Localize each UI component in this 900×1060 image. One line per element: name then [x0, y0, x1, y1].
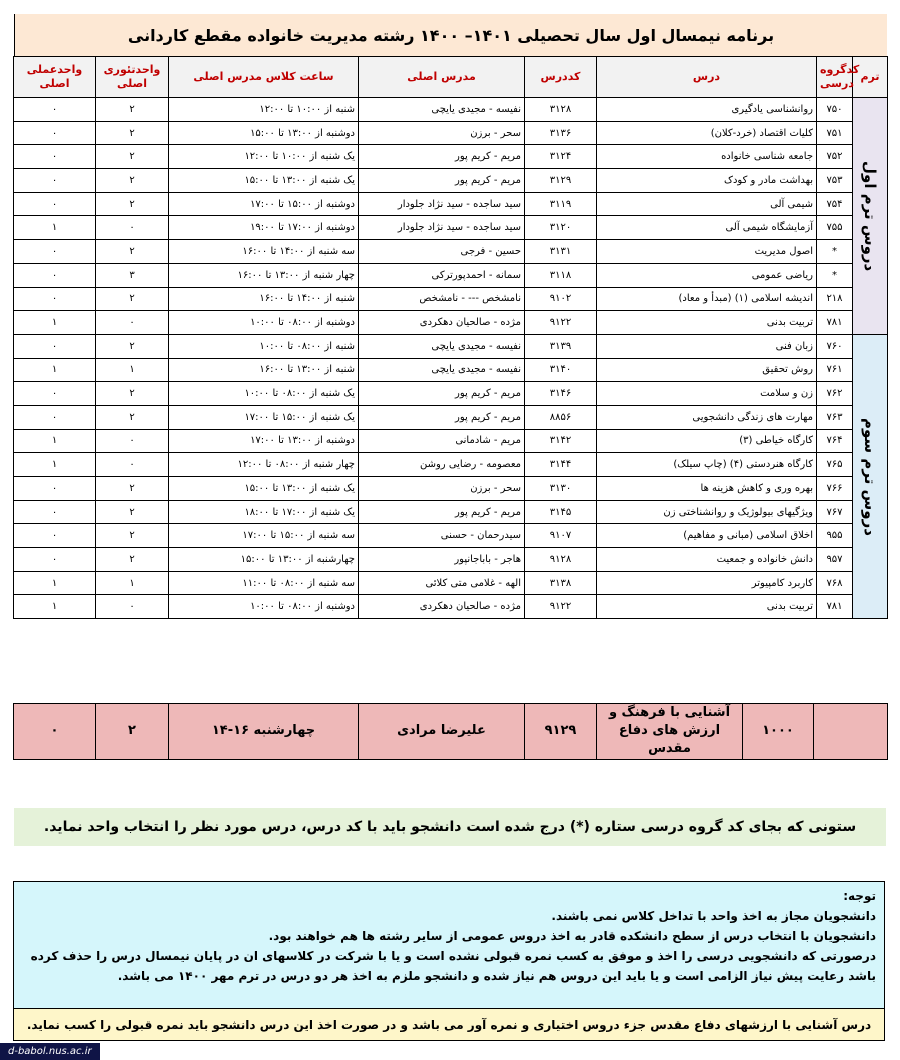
- table-header-row: [14, 57, 888, 98]
- star-notice: ستونی که بجای کد گروه درسی ستاره (*) درج شده است دانشجو باید با کد درس، درس مورد نظر را انتخاب واحد نماید.: [14, 808, 886, 846]
- watermark: d-babol.nus.ac.ir: [0, 1043, 100, 1060]
- note-line: دانشجویان مجاز به اخذ واحد با تداخل کلاس نمی باشند.: [551, 909, 876, 923]
- term-first-label: دروس ترم اول: [861, 160, 879, 272]
- practical-cell: ۱: [14, 429, 96, 453]
- time-cell: یک شنبه از ۱۵:۰۰ تا ۱۷:۰۰: [169, 405, 359, 429]
- course-cell: کلیات اقتصاد (خرد-کلان): [597, 121, 817, 145]
- code-cell: ۳۱۳۸: [525, 571, 597, 595]
- teacher-cell: نفیسه - مجیدی یایچی: [359, 334, 525, 358]
- group-cell: ۲۱۸: [817, 287, 853, 311]
- theory-cell: ۳: [96, 263, 169, 287]
- group-cell: ۷۶۵: [817, 453, 853, 477]
- note-last: درس آشنایی با ارزشهای دفاع مقدس جزء دروس اختیاری و نمره آور می باشد و در صورت اخذ این درس دانشجو باید نمره قبولی را کسب نماید.: [13, 1009, 885, 1041]
- group-cell: ۷۶۸: [817, 571, 853, 595]
- term-first-cell: [853, 98, 888, 335]
- practical-cell: ۱: [14, 571, 96, 595]
- time-cell: سه شنبه از ۱۵:۰۰ تا ۱۷:۰۰: [169, 524, 359, 548]
- theory-cell: ۲: [96, 192, 169, 216]
- teacher-cell: مریم - شادمانی: [359, 429, 525, 453]
- header-theory: واحدتئوری اصلی: [96, 57, 169, 98]
- code-cell: ۳۱۴۴: [525, 453, 597, 477]
- table-row: [14, 500, 888, 524]
- code-cell: ۳۱۲۸: [525, 98, 597, 122]
- teacher-cell: نفیسه - مجیدی یایچی: [359, 358, 525, 382]
- practical-cell: ۱: [14, 311, 96, 335]
- code-cell: ۳۱۲۹: [525, 169, 597, 193]
- teacher-cell: هاجر - باباجانپور: [359, 548, 525, 572]
- page-title: برنامه نیمسال اول سال تحصیلی ۱۴۰۱– ۱۴۰۰ رشته مدیریت خانواده مقطع کاردانی: [14, 14, 887, 56]
- course-cell: بهره وری و کاهش هزینه ها: [597, 477, 817, 501]
- teacher-cell: حسین - فرجی: [359, 240, 525, 264]
- practical-cell: ۰: [14, 477, 96, 501]
- group-cell: ۷۸۱: [817, 595, 853, 619]
- code-cell: ۹۱۲۲: [525, 311, 597, 335]
- time-cell: دوشنبه از ۱۷:۰۰ تا ۱۹:۰۰: [169, 216, 359, 240]
- time-cell: سه شنبه از ۱۴:۰۰ تا ۱۶:۰۰: [169, 240, 359, 264]
- table-row: [14, 169, 888, 193]
- teacher-cell: نامشخص --- - نامشخص: [359, 287, 525, 311]
- practical-cell: ۰: [14, 98, 96, 122]
- group-cell: ۹۵۷: [817, 548, 853, 572]
- theory-cell: ۲: [96, 240, 169, 264]
- group-cell: ۷۵۴: [817, 192, 853, 216]
- theory-cell: ۲: [96, 500, 169, 524]
- course-cell: بهداشت مادر و کودک: [597, 169, 817, 193]
- practical-cell: ۰: [14, 121, 96, 145]
- group-cell: ۷۶۴: [817, 429, 853, 453]
- course-cell: تربیت بدنی: [597, 595, 817, 619]
- time-cell: دوشنبه از ۱۵:۰۰ تا ۱۷:۰۰: [169, 192, 359, 216]
- header-teacher: مدرس اصلی: [359, 57, 525, 98]
- course-cell: زبان فنی: [597, 334, 817, 358]
- course-cell: زن و سلامت: [597, 382, 817, 406]
- teacher-cell: سیدرحمان - حسنی: [359, 524, 525, 548]
- code-cell: ۳۱۳۹: [525, 334, 597, 358]
- theory-cell: ۱: [96, 358, 169, 382]
- time-cell: یک شنبه از ۱۳:۰۰ تا ۱۵:۰۰: [169, 169, 359, 193]
- theory-cell: ۲: [96, 334, 169, 358]
- teacher-cell: نفیسه - مجیدی یایچی: [359, 98, 525, 122]
- theory-cell: ۱: [96, 571, 169, 595]
- course-cell: تربیت بدنی: [597, 311, 817, 335]
- code-cell: ۹۱۲۲: [525, 595, 597, 619]
- code-cell: ۳۱۳۰: [525, 477, 597, 501]
- elective-time: چهارشنبه ۱۶-۱۴: [169, 704, 359, 760]
- course-cell: شیمی آلی: [597, 192, 817, 216]
- theory-cell: ۲: [96, 145, 169, 169]
- header-group: کدگروه درسی: [817, 57, 853, 98]
- practical-cell: ۰: [14, 192, 96, 216]
- theory-cell: ۰: [96, 311, 169, 335]
- course-cell: اخلاق اسلامی (مبانی و مفاهیم): [597, 524, 817, 548]
- table-row: [14, 595, 888, 619]
- practical-cell: ۱: [14, 595, 96, 619]
- code-cell: ۳۱۱۹: [525, 192, 597, 216]
- course-cell: ریاضی عمومی: [597, 263, 817, 287]
- theory-cell: ۲: [96, 524, 169, 548]
- code-cell: ۹۱۰۷: [525, 524, 597, 548]
- theory-cell: ۲: [96, 548, 169, 572]
- time-cell: یک شنبه از ۱۳:۰۰ تا ۱۵:۰۰: [169, 477, 359, 501]
- practical-cell: ۰: [14, 334, 96, 358]
- table-row: [14, 121, 888, 145]
- course-cell: روانشناسی یادگیری: [597, 98, 817, 122]
- practical-cell: ۰: [14, 287, 96, 311]
- course-table: [13, 56, 888, 619]
- table-row: [14, 287, 888, 311]
- time-cell: شنبه از ۱۴:۰۰ تا ۱۶:۰۰: [169, 287, 359, 311]
- group-cell: *: [817, 263, 853, 287]
- theory-cell: ۰: [96, 429, 169, 453]
- teacher-cell: مریم - کریم پور: [359, 382, 525, 406]
- course-cell: دانش خانواده و جمعیت: [597, 548, 817, 572]
- table-row: [14, 382, 888, 406]
- teacher-cell: معصومه - رضایی روشن: [359, 453, 525, 477]
- time-cell: یک شنبه از ۰۸:۰۰ تا ۱۰:۰۰: [169, 382, 359, 406]
- practical-cell: ۱: [14, 453, 96, 477]
- table-row: [14, 429, 888, 453]
- time-cell: دوشنبه از ۰۸:۰۰ تا ۱۰:۰۰: [169, 595, 359, 619]
- group-cell: ۷۶۶: [817, 477, 853, 501]
- code-cell: ۳۱۴۶: [525, 382, 597, 406]
- teacher-cell: سید ساجده - سید نژاد جلودار: [359, 216, 525, 240]
- practical-cell: ۰: [14, 500, 96, 524]
- practical-cell: ۰: [14, 382, 96, 406]
- elective-practical: ۰: [14, 704, 96, 760]
- table-row: [14, 405, 888, 429]
- group-cell: ۷۸۱: [817, 311, 853, 335]
- code-cell: ۳۱۳۱: [525, 240, 597, 264]
- header-time: ساعت کلاس مدرس اصلی: [169, 57, 359, 98]
- time-cell: شنبه از ۰۸:۰۰ تا ۱۰:۰۰: [169, 334, 359, 358]
- group-cell: ۷۶۰: [817, 334, 853, 358]
- course-cell: آزمایشگاه شیمی آلی: [597, 216, 817, 240]
- group-cell: ۷۶۷: [817, 500, 853, 524]
- group-cell: ۷۶۲: [817, 382, 853, 406]
- practical-cell: ۰: [14, 524, 96, 548]
- notes-box: [13, 881, 885, 1009]
- theory-cell: ۲: [96, 169, 169, 193]
- time-cell: شنبه از ۱۳:۰۰ تا ۱۶:۰۰: [169, 358, 359, 382]
- table-row: [14, 311, 888, 335]
- table-row: [14, 524, 888, 548]
- teacher-cell: مریم - کریم پور: [359, 500, 525, 524]
- time-cell: دوشنبه از ۱۳:۰۰ تا ۱۵:۰۰: [169, 121, 359, 145]
- time-cell: چهار شنبه از ۱۳:۰۰ تا ۱۶:۰۰: [169, 263, 359, 287]
- time-cell: دوشنبه از ۰۸:۰۰ تا ۱۰:۰۰: [169, 311, 359, 335]
- elective-row: [14, 704, 888, 760]
- elective-course: آشنایی با فرهنگ و ارزش های دفاع مقدس: [597, 704, 743, 760]
- practical-cell: ۰: [14, 169, 96, 193]
- theory-cell: ۲: [96, 287, 169, 311]
- teacher-cell: مریم - کریم پور: [359, 169, 525, 193]
- theory-cell: ۰: [96, 453, 169, 477]
- code-cell: ۳۱۴۲: [525, 429, 597, 453]
- group-cell: ۹۵۵: [817, 524, 853, 548]
- note-line: درصورتی که دانشجویی درسی را اخذ و موفق به کسب نمره قبولی نشده است و یا با شرکت در کلاسهای ان در پایان نیمسال درس را حذف کرده: [30, 949, 876, 963]
- practical-cell: ۱: [14, 358, 96, 382]
- theory-cell: ۲: [96, 98, 169, 122]
- code-cell: ۳۱۳۶: [525, 121, 597, 145]
- code-cell: ۹۱۲۸: [525, 548, 597, 572]
- group-cell: ۷۵۲: [817, 145, 853, 169]
- note-line: باشد رعایت پیش نیاز الزامی است و یا باید این دروس هم نیاز شده و دانشجو ملزم به اخذ هر دو درس در ترم مهر ۱۴۰۰ می باشد.: [117, 969, 876, 983]
- time-cell: یک شنبه از ۱۷:۰۰ تا ۱۸:۰۰: [169, 500, 359, 524]
- group-cell: *: [817, 240, 853, 264]
- theory-cell: ۰: [96, 216, 169, 240]
- code-cell: ۳۱۱۸: [525, 263, 597, 287]
- group-cell: ۷۵۵: [817, 216, 853, 240]
- teacher-cell: مژده - صالحیان دهکردی: [359, 311, 525, 335]
- table-row: [14, 240, 888, 264]
- header-course: درس: [597, 57, 817, 98]
- code-cell: ۳۱۲۴: [525, 145, 597, 169]
- header-code: کددرس: [525, 57, 597, 98]
- table-row: [14, 358, 888, 382]
- teacher-cell: سحر - برزن: [359, 121, 525, 145]
- table-row: [14, 216, 888, 240]
- code-cell: ۳۱۲۰: [525, 216, 597, 240]
- elective-theory: ۲: [96, 704, 169, 760]
- table-row: [14, 263, 888, 287]
- term-third-label: دروس ترم سوم: [861, 417, 879, 536]
- teacher-cell: سید ساجده - سید نژاد جلودار: [359, 192, 525, 216]
- course-cell: کارگاه هنردستی (۴) (چاپ سیلک): [597, 453, 817, 477]
- time-cell: یک شنبه از ۱۰:۰۰ تا ۱۲:۰۰: [169, 145, 359, 169]
- group-cell: ۷۵۰: [817, 98, 853, 122]
- code-cell: ۳۱۴۵: [525, 500, 597, 524]
- teacher-cell: سمانه - احمدپورترکی: [359, 263, 525, 287]
- notes-heading: توجه:: [843, 889, 876, 903]
- table-row: [14, 477, 888, 501]
- theory-cell: ۲: [96, 121, 169, 145]
- table-row: [14, 453, 888, 477]
- practical-cell: ۰: [14, 548, 96, 572]
- practical-cell: ۰: [14, 263, 96, 287]
- note-line: دانشجویان با انتخاب درس از سطح دانشکده قادر به اخذ دروس عمومی از سایر رشته ها هم خواهند بود.: [268, 929, 876, 943]
- elective-course-table: [13, 703, 888, 760]
- theory-cell: ۲: [96, 382, 169, 406]
- group-cell: ۷۶۳: [817, 405, 853, 429]
- elective-teacher: علیرضا مرادی: [359, 704, 525, 760]
- code-cell: ۸۸۵۶: [525, 405, 597, 429]
- time-cell: چهارشنبه از ۱۳:۰۰ تا ۱۵:۰۰: [169, 548, 359, 572]
- table-row: [14, 98, 888, 122]
- course-cell: روش تحقیق: [597, 358, 817, 382]
- code-cell: ۳۱۴۰: [525, 358, 597, 382]
- course-cell: جامعه شناسی خانواده: [597, 145, 817, 169]
- group-cell: ۷۵۱: [817, 121, 853, 145]
- practical-cell: ۰: [14, 145, 96, 169]
- time-cell: سه شنبه از ۰۸:۰۰ تا ۱۱:۰۰: [169, 571, 359, 595]
- course-cell: کارگاه خیاطی (۳): [597, 429, 817, 453]
- header-term: ترم: [853, 57, 888, 98]
- teacher-cell: مریم - کریم پور: [359, 405, 525, 429]
- teacher-cell: سحر - برزن: [359, 477, 525, 501]
- table-row: [14, 334, 888, 358]
- table-row: [14, 145, 888, 169]
- header-practical: واحدعملی اصلی: [14, 57, 96, 98]
- practical-cell: ۰: [14, 240, 96, 264]
- elective-group: ۱۰۰۰: [743, 704, 814, 760]
- theory-cell: ۰: [96, 595, 169, 619]
- course-cell: کاربرد کامپیوتر: [597, 571, 817, 595]
- course-cell: اصول مدیریت: [597, 240, 817, 264]
- theory-cell: ۲: [96, 477, 169, 501]
- table-row: [14, 548, 888, 572]
- table-row: [14, 192, 888, 216]
- elective-code: ۹۱۲۹: [525, 704, 597, 760]
- term-third-cell: [853, 334, 888, 618]
- time-cell: چهار شنبه از ۰۸:۰۰ تا ۱۲:۰۰: [169, 453, 359, 477]
- course-cell: ویژگیهای بیولوژیک و روانشناختی زن: [597, 500, 817, 524]
- teacher-cell: الهه - غلامی متی کلائی: [359, 571, 525, 595]
- code-cell: ۹۱۰۲: [525, 287, 597, 311]
- course-cell: مهارت های زندگی دانشجویی: [597, 405, 817, 429]
- teacher-cell: مریم - کریم پور: [359, 145, 525, 169]
- teacher-cell: مژده - صالحیان دهکردی: [359, 595, 525, 619]
- group-cell: ۷۶۱: [817, 358, 853, 382]
- elective-term: [814, 704, 888, 760]
- group-cell: ۷۵۳: [817, 169, 853, 193]
- practical-cell: ۱: [14, 216, 96, 240]
- time-cell: شنبه از ۱۰:۰۰ تا ۱۲:۰۰: [169, 98, 359, 122]
- table-row: [14, 571, 888, 595]
- theory-cell: ۲: [96, 405, 169, 429]
- course-cell: اندیشه اسلامی (۱) (مبدأ و معاد): [597, 287, 817, 311]
- practical-cell: ۰: [14, 405, 96, 429]
- time-cell: دوشنبه از ۱۳:۰۰ تا ۱۷:۰۰: [169, 429, 359, 453]
